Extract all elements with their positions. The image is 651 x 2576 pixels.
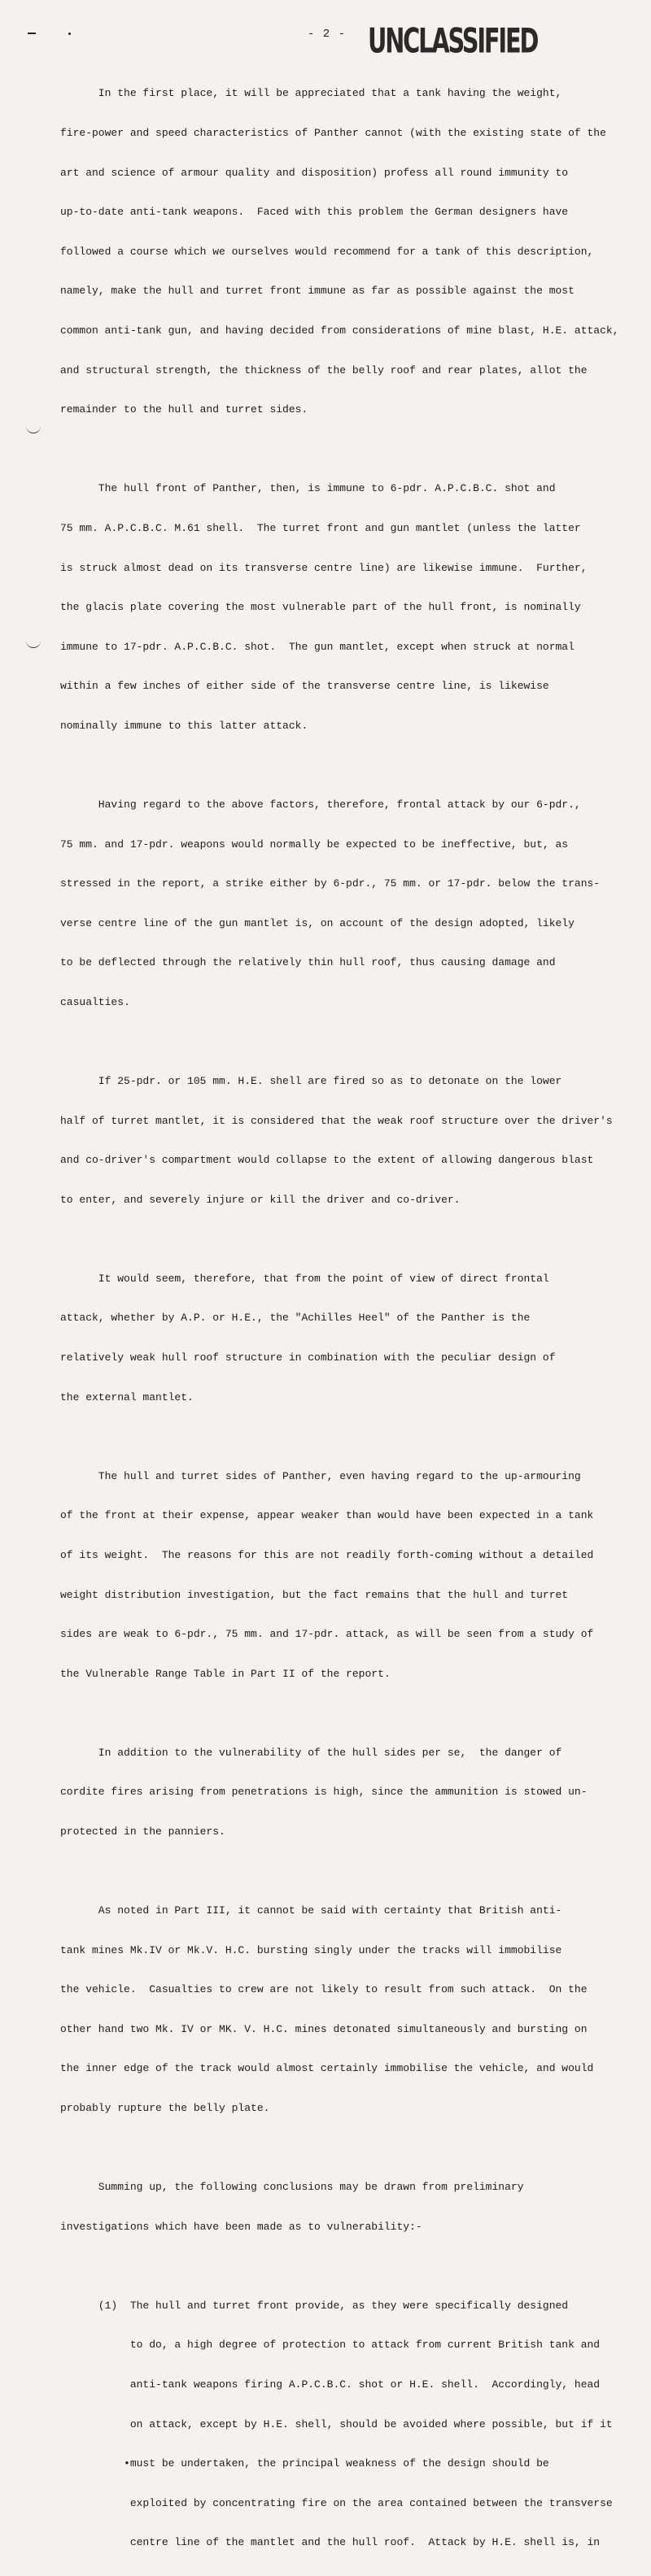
margin-dash-mark	[28, 33, 36, 34]
text-line: the inner edge of the track would almost certainly immobilise the vehicle, and would	[60, 2062, 594, 2075]
text-line: cordite fires arising from penetrations is high, since the ammunition is stowed un-	[60, 1786, 588, 1799]
text-line: of the front at their expense, appear weaker than would have been expected in a tank	[60, 1509, 594, 1522]
paragraph-summing-up	[60, 2155, 622, 2261]
text-line: the glacis plate covering the most vulnerable part of the hull front, is nominally	[60, 601, 581, 614]
paragraph-hull-sides	[60, 1443, 622, 1707]
text-line: within a few inches of either side of the transverse centre line, is likewise	[60, 680, 549, 693]
paragraph-frontal-attack	[60, 772, 622, 1036]
text-line: the vehicle. Casualties to crew are not likely to result from such attack. On the	[60, 1983, 588, 1996]
paragraph-cordite-fires	[60, 1720, 622, 1865]
text-line: In the first place, it will be appreciated that a tank having the weight,	[60, 87, 562, 100]
document-body	[60, 61, 622, 2576]
text-line: probably rupture the belly plate.	[60, 2102, 270, 2115]
text-line: half of turret mantlet, it is considered that the weak roof structure over the driver's	[60, 1114, 613, 1127]
paragraph-hull-front	[60, 456, 622, 759]
text-line: tank mines Mk.IV or Mk.V. H.C. bursting singly under the tracks will immobilise	[60, 1943, 562, 1956]
text-line: stressed in the report, a strike either by 6-pdr., 75 mm. or 17-pdr. below the trans-	[60, 877, 601, 890]
text-line: is struck almost dead on its transverse centre line) are likewise immune. Further,	[60, 561, 588, 574]
text-line: In addition to the vulnerability of the hull sides per se, the danger of	[60, 1746, 562, 1759]
classification-stamp: UNCLASSIFIED	[368, 21, 538, 62]
text-line: 75 mm. and 17-pdr. weapons would normally be expected to be ineffective, but, as	[60, 838, 569, 851]
text-line: The hull and turret sides of Panther, even having regard to the up-armouring	[60, 1469, 581, 1482]
text-line: exploited by concentrating fire on the area contained between the transverse	[60, 2496, 613, 2509]
text-line: of its weight. The reasons for this are not readily forth-coming without a detailed	[60, 1548, 594, 1561]
text-line: verse centre line of the gun mantlet is, on account of the design adopted, likely	[60, 916, 575, 929]
text-line: weight distribution investigation, but the fact remains that the hull and turret	[60, 1588, 569, 1601]
paragraph-conclusion-1	[60, 2273, 622, 2576]
text-line: fire-power and speed characteristics of Panther cannot (with the existing state of the	[60, 127, 606, 140]
text-line: nominally immune to this latter attack.	[60, 719, 308, 732]
paragraph-mines	[60, 1878, 622, 2142]
text-line: It would seem, therefore, that from the point of view of direct frontal	[60, 1272, 549, 1285]
text-line: attack, whether by A.P. or H.E., the "Achilles Heel" of the Panther is the	[60, 1312, 531, 1325]
margin-dot-mark	[68, 33, 71, 35]
text-line: common anti-tank gun, and having decided from considerations of mine blast, H.E. attack,	[60, 324, 619, 337]
paragraph-armour-philosophy	[60, 61, 622, 443]
text-line: art and science of armour quality and disposition) profess all round immunity to	[60, 166, 569, 179]
page-number: - 2 -	[308, 28, 347, 41]
text-line: investigations which have been made as to vulnerability:-	[60, 2220, 422, 2233]
text-line: protected in the panniers.	[60, 1825, 225, 1838]
text-line: remainder to the hull and turret sides.	[60, 403, 308, 416]
text-line: other hand two Mk. IV or MK. V. H.C. mines detonated simultaneously and bursting on	[60, 2022, 588, 2035]
paragraph-he-shell	[60, 1049, 622, 1234]
text-line: up-to-date anti-tank weapons. Faced with this problem the German designers have	[60, 206, 569, 219]
text-line: the external mantlet.	[60, 1390, 194, 1403]
text-line: 75 mm. A.P.C.B.C. M.61 shell. The turret front and gun mantlet (unless the latter	[60, 521, 581, 534]
text-line: to do, a high degree of protection to attack from current British tank and	[60, 2339, 601, 2352]
text-line: the Vulnerable Range Table in Part II of the report.	[60, 1667, 391, 1680]
text-line: centre line of the mantlet and the hull roof. Attack by H.E. shell is, in	[60, 2536, 601, 2549]
text-line: As noted in Part III, it cannot be said with certainty that British anti-	[60, 1904, 562, 1917]
text-line: followed a course which we ourselves would recommend for a tank of this description,	[60, 245, 594, 258]
text-line: namely, make the hull and turret front immune as far as possible against the most	[60, 285, 575, 298]
text-line: to be deflected through the relatively thin hull roof, thus causing damage and	[60, 956, 556, 969]
text-line: sides are weak to 6-pdr., 75 mm. and 17-pdr. attack, as will be seen from a study of	[60, 1628, 594, 1641]
text-line: Having regard to the above factors, therefore, frontal attack by our 6-pdr.,	[60, 798, 581, 811]
text-line: anti-tank weapons firing A.P.C.B.C. shot or H.E. shell. Accordingly, head	[60, 2378, 601, 2391]
text-line: to enter, and severely injure or kill the driver and co-driver.	[60, 1193, 461, 1206]
text-line: casualties.	[60, 996, 130, 1009]
text-line: •must be undertaken, the principal weakness of the design should be	[60, 2457, 549, 2470]
text-line: and structural strength, the thickness of the belly roof and rear plates, allot the	[60, 363, 588, 376]
margin-tick-mark	[26, 639, 41, 648]
text-line: The hull front of Panther, then, is immune to 6-pdr. A.P.C.B.C. shot and	[60, 482, 556, 495]
text-line: relatively weak hull roof structure in combination with the peculiar design of	[60, 1351, 556, 1364]
text-line: and co-driver's compartment would collapse to the extent of allowing dangerous blast	[60, 1154, 594, 1167]
text-line: Summing up, the following conclusions may be drawn from preliminary	[60, 2181, 524, 2194]
margin-tick-mark	[26, 424, 41, 433]
text-line: (1) The hull and turret front provide, as they were specifically designed	[60, 2299, 569, 2312]
text-line: immune to 17-pdr. A.P.C.B.C. shot. The gun mantlet, except when struck at normal	[60, 640, 575, 653]
text-line: on attack, except by H.E. shell, should be avoided where possible, but if it	[60, 2417, 613, 2430]
text-line: If 25-pdr. or 105 mm. H.E. shell are fired so as to detonate on the lower	[60, 1075, 562, 1088]
paragraph-achilles-heel	[60, 1246, 622, 1430]
